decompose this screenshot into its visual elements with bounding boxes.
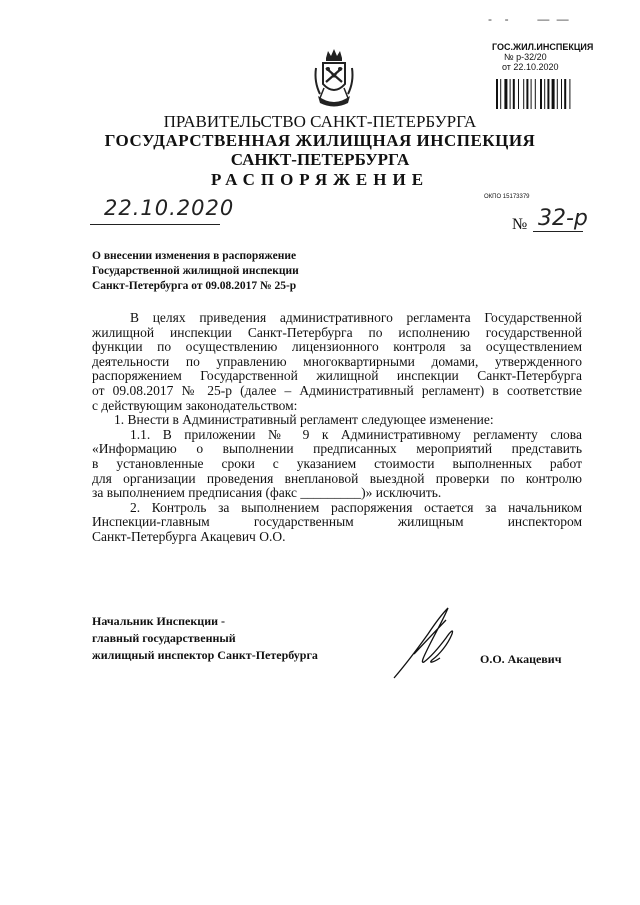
barcode-bar bbox=[569, 79, 570, 109]
government-title: ПРАВИТЕЛЬСТВО САНКТ-ПЕТЕРБУРГА bbox=[163, 112, 477, 131]
barcode-bar bbox=[547, 79, 549, 109]
number-underline bbox=[533, 231, 583, 232]
barcode-bar bbox=[552, 79, 555, 109]
barcode-bar bbox=[523, 79, 524, 109]
body-line: в установленные сроки с указанием стоимости выполненных работ bbox=[92, 455, 582, 471]
body-line: за выполнением предписания (факс _________)» исключить. bbox=[92, 485, 442, 501]
handwritten-number: 32-р bbox=[538, 206, 588, 231]
okpo-code: ОКПО 15173379 bbox=[484, 194, 530, 200]
barcode-bar bbox=[500, 79, 501, 109]
city-title: САНКТ-ПЕТЕРБУРГА bbox=[230, 150, 410, 169]
barcode-bar bbox=[526, 79, 528, 109]
body-line: В целях приведения административного регламента Государственной bbox=[130, 310, 582, 325]
top-corner-marks: - - — — bbox=[488, 12, 571, 26]
barcode-bar bbox=[561, 79, 562, 109]
body-line: деятельности по управлению многоквартирными домами, утвержденного bbox=[92, 353, 582, 369]
signer-title-line: Начальник Инспекции - bbox=[92, 614, 226, 628]
barcode-bar bbox=[564, 79, 566, 109]
barcode-bar bbox=[531, 79, 532, 109]
barcode-bar bbox=[535, 79, 536, 109]
body-line: с действующим законодательством: bbox=[92, 397, 298, 413]
handwritten-signature-icon bbox=[384, 604, 474, 684]
body-line: 2. Контроль за выполнением распоряжения остается за начальником bbox=[130, 499, 582, 515]
stamp-line-3: от 22.10.2020 bbox=[502, 62, 559, 72]
coat-of-arms-emblem-icon bbox=[312, 48, 356, 110]
body-line: 1.1. В приложении № 9 к Административному регламенту слова bbox=[130, 426, 582, 442]
date-underline bbox=[90, 224, 220, 225]
body-line: для организации проведения внеплановой выездной проверки по контролю bbox=[92, 470, 582, 486]
number-label: № bbox=[512, 216, 528, 233]
barcode-bar bbox=[504, 79, 507, 109]
registration-stamp bbox=[492, 42, 594, 72]
signer-title-line: жилищный инспектор Санкт-Петербурга bbox=[92, 648, 318, 662]
body-line: от 09.08.2017 № 25-р (далее – Административный регламент) в соответствие bbox=[92, 382, 582, 398]
document-type-title: РАСПОРЯЖЕНИЕ bbox=[210, 170, 430, 189]
document-subject bbox=[92, 249, 299, 294]
body-line: Инспекции-главным государственным жилищным инспектором bbox=[92, 514, 582, 530]
body-line: «Информацию о выполнении предписанных мероприятий представить bbox=[92, 441, 582, 457]
subject-line: Государственной жилищной инспекции bbox=[92, 265, 299, 277]
inspection-title: ГОСУДАРСТВЕННАЯ ЖИЛИЩНАЯ ИНСПЕКЦИЯ bbox=[104, 131, 536, 150]
barcode-icon bbox=[496, 79, 588, 109]
subject-line: О внесении изменения в распоряжение bbox=[92, 250, 297, 262]
barcode-bar bbox=[496, 79, 498, 109]
handwritten-date: 22.10.2020 bbox=[104, 196, 235, 220]
barcode-bar bbox=[510, 79, 511, 109]
signer-title bbox=[92, 613, 318, 664]
barcode-bar bbox=[518, 79, 519, 109]
body-line: распоряжением Государственной жилищной инспекции Санкт-Петербурга bbox=[92, 368, 582, 384]
barcode-bar bbox=[513, 79, 515, 109]
barcode-bar bbox=[544, 79, 545, 109]
signer-name: О.О. Акацевич bbox=[480, 652, 562, 666]
document-body bbox=[92, 311, 582, 545]
barcode-bar bbox=[557, 79, 558, 109]
body-line: функции по осуществлению лицензионного контроля за осуществлением bbox=[92, 339, 582, 355]
body-line: жилищной инспекции Санкт-Петербурга по исполнению государственной bbox=[92, 324, 582, 340]
body-line: 1. Внести в Административный регламент следующее изменение: bbox=[114, 412, 494, 428]
stamp-line-1: ГОС.ЖИЛ.ИНСПЕКЦИЯ bbox=[492, 42, 594, 52]
signer-title-line: главный государственный bbox=[92, 631, 236, 645]
body-line: Санкт-Петербурга Акацевич О.О. bbox=[92, 528, 286, 544]
barcode-bar bbox=[540, 79, 542, 109]
stamp-line-2: № р-32/20 bbox=[504, 52, 547, 62]
subject-line: Санкт-Петербурга от 09.08.2017 № 25-р bbox=[92, 280, 297, 292]
